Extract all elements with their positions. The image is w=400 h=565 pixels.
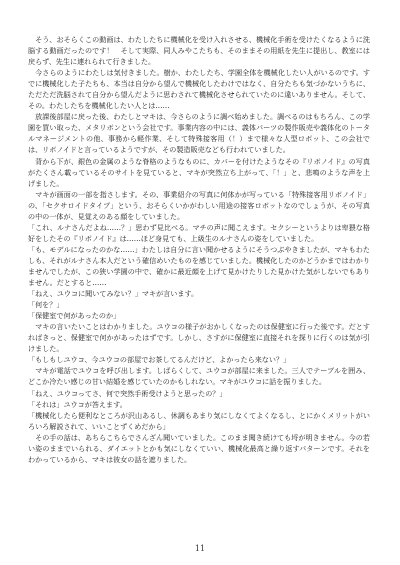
paragraph: 背から下が、銀色の金属のような脊格のようなものに、カバーを付けたようなその『リボノイド』の写真がたくさん載っているそのサイトを見ていると、マキが突然立ち上がって、「！」と、悲鳴のような声を上げました。 bbox=[28, 156, 370, 188]
page-number: 11 bbox=[194, 544, 206, 553]
paragraph: 「保健室で何があったのか」 bbox=[28, 311, 121, 321]
paragraph: マキが画面の一部を指さします。その、事業紹介の写真に何体かが写っている「特殊接客用リボノイド」の、「セクサロイドタイプ」という、おそらくいかがわしい用途の接客ロボットなのでしょうが、その写真の中の一体が、見覚えのある顔をしていました。 bbox=[28, 189, 370, 221]
paragraph: 「機械化したら便利なところが沢山あるし、休調もあまり気にしなくてよくなるし、とにかくメリットがいろいろ解説されて、いいことずくめだから」 bbox=[28, 410, 370, 431]
paragraph: 「も、モデルになったのかな……」わたしは自分に言い聞かせるようにそうつぶやきましたが、マキもわたしも、それがルナさん本人だという確信めいたものを感じていました。機械化したのかどうかまではわかりませんでしたが、この狭い学園の中で、確かに最近顔を上げて見かけたりした見かけた気がしないでもありません。だとすると…… bbox=[28, 244, 370, 288]
paragraph: そう、おそらくこの動画は、わたしたちに機械化を受け入れさせる、機械化手術を受けたくなるように洗脳する動画だったのです！ そして実際、同人みやこたちも、そのままその用紙を先生に提出し、教室には戻らず、先生に連れられて行きました。 bbox=[28, 35, 370, 67]
paragraph: 「もしもしユウコ、今ユウコの部屋でお茶してるんだけど、よかったら来ない？」 bbox=[28, 355, 291, 365]
paragraph: 「それは」ユウコが答えます。 bbox=[28, 399, 127, 409]
paragraph: 「ねえ、ユウコってさ、何で突然手術受けようと思ったの？」 bbox=[28, 388, 227, 398]
paragraph: 「何を？」 bbox=[28, 300, 64, 310]
paragraph: マキの言いたいことはわかりました。ユウコの様子がおかしくなったのは保健室に行った後です。だとすればきっと、保健室で何かがあったはずです。しかし、さすがに保健室に直接それを探りに行くのは気が引けました。 bbox=[28, 322, 370, 354]
paragraph: 今さらのようにわたしは気付きました。樹か、わたしたち、学園全体を機械化したい人がいるのです。すでに機械化した子たちも、本当は自分から望んで機械化したわけではなく、自分たちも気づかないうちに、ただただ洗脳されて自分から望んだように思わされて機械化させられていたのに違いありません。そして、その。わたしたちを機械化したい人とは…… bbox=[28, 68, 370, 111]
paragraph: 「これ、ルナさんだよね……？」思わず見比べる。マチの声に聞こえます。セクシーというよりは卑猥な格好をしたその『リボノイド』は……ほど身見ても、上級生のルナさんの姿をしていました。 bbox=[28, 222, 370, 243]
paragraph: マキが電話でユウコを呼び出します。しばらくして、ユウコが部屋に来ました。三人でテーブルを囲み、どこか冷たい感じの甘い結婚を感じていたのかもしれない。マキがユウコに話を振りました。 bbox=[28, 366, 370, 387]
body-text bbox=[28, 34, 370, 465]
paragraph: その手の話は、あちらこちらでさんざん聞いていました。このまま聞き続けても埒が明きません。今の若い姿のままでいられる、ダイエットとかも気にしなくていい、機械化最高と繰り返すパターンです。それをわかっているから、マキは彼女の話を遮りました。 bbox=[28, 432, 370, 464]
paragraph: 「ねえ、ユウコに聞いてみない？」マキが言います。 bbox=[28, 289, 199, 299]
paragraph: 放課後部屋に戻った後、わたしとマキは、今さらのように調べ始めました。調べるのはもちろん、この学園を買い取った、メタリボンという会社です。事業内容の中には、義体パーツの製作販売や義体化のトータルマネージメントの他、事務から軽作業、そして特殊接客用（！）まで様々な人型ロボット、この会社では、リボノイドと言っているようですが、その製造販売なども行われていました。 bbox=[28, 112, 370, 155]
